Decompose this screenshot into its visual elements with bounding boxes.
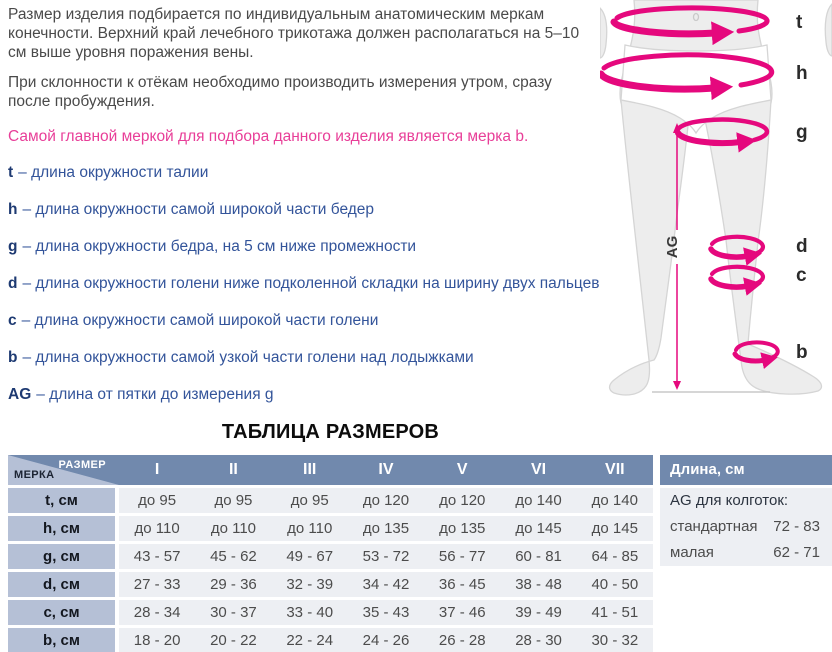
size-cell: 32 - 39 bbox=[286, 576, 334, 593]
size-cell: 40 - 50 bbox=[591, 576, 639, 593]
legs-diagram bbox=[600, 0, 832, 412]
definition-item bbox=[8, 348, 608, 367]
size-cell: до 135 bbox=[439, 520, 486, 537]
size-cell: 28 - 34 bbox=[133, 604, 181, 621]
col-header: VI bbox=[530, 461, 547, 478]
definition-term: d bbox=[8, 275, 18, 292]
definition-text: – длина окружности самой широкой части бедер bbox=[22, 201, 375, 218]
size-cell: до 145 bbox=[591, 520, 638, 537]
length-row-value: 62 - 71 bbox=[773, 544, 820, 561]
h-label: h bbox=[796, 63, 808, 84]
definition-term: c bbox=[8, 312, 17, 329]
size-cell: до 110 bbox=[134, 520, 180, 537]
length-row-label: малая bbox=[670, 544, 714, 561]
length-panel-subtitle: AG для колготок: bbox=[670, 492, 789, 509]
size-cell: 29 - 36 bbox=[210, 576, 257, 593]
main-measure-note: Самой главной меркой для подбора данного изделия является мерка b. bbox=[8, 128, 529, 145]
size-cell: 53 - 72 bbox=[362, 548, 410, 565]
size-cell: 18 - 20 bbox=[133, 632, 181, 649]
size-cell: 36 - 45 bbox=[438, 576, 486, 593]
table-row bbox=[8, 572, 653, 597]
intro-text-block bbox=[8, 5, 608, 422]
legs-measurement-figure bbox=[600, 0, 832, 412]
measure-letter-labels bbox=[796, 12, 808, 363]
size-cell: до 110 bbox=[287, 520, 333, 537]
row-data bbox=[119, 600, 653, 625]
definition-text: – длина окружности талии bbox=[18, 164, 209, 181]
size-cell: 56 - 77 bbox=[438, 548, 486, 565]
ag-label: AG bbox=[664, 235, 681, 259]
size-cell: 30 - 32 bbox=[591, 632, 639, 649]
corner-measure-label: МЕРКА bbox=[14, 469, 55, 481]
definition-term: AG bbox=[8, 386, 32, 403]
size-cell: до 145 bbox=[515, 520, 562, 537]
size-cell: 43 - 57 bbox=[133, 548, 181, 565]
length-panel-title: Длина, см bbox=[660, 455, 832, 485]
table-row bbox=[8, 516, 653, 541]
size-cell: 24 - 26 bbox=[362, 632, 410, 649]
t-label: t bbox=[796, 12, 803, 33]
size-cell: 33 - 40 bbox=[286, 604, 334, 621]
intro-paragraph-2: При склонности к отёкам необходимо производить измерения утром, сразу после пробуждения. bbox=[8, 74, 552, 110]
size-cell: до 120 bbox=[439, 492, 486, 509]
length-row bbox=[670, 514, 820, 540]
size-cell: 30 - 37 bbox=[210, 604, 257, 621]
definition-item bbox=[8, 274, 608, 293]
size-cell: до 95 bbox=[138, 492, 177, 509]
size-cell: до 110 bbox=[210, 520, 257, 537]
size-cell: 27 - 33 bbox=[133, 576, 181, 593]
left-arm-shape bbox=[600, 8, 607, 58]
size-table-header bbox=[8, 455, 653, 485]
d-label: d bbox=[796, 236, 808, 257]
definition-item bbox=[8, 237, 608, 256]
definition-item bbox=[8, 385, 608, 404]
row-label: t, см bbox=[8, 488, 115, 513]
corner-size-label: РАЗМЕР bbox=[58, 459, 106, 471]
col-header: I bbox=[154, 461, 160, 478]
definition-text: – длина окружности бедра, на 5 см ниже промежности bbox=[22, 238, 417, 255]
col-header: V bbox=[456, 461, 468, 478]
c-label: c bbox=[796, 265, 807, 286]
definition-term: t bbox=[8, 164, 14, 181]
col-header: IV bbox=[378, 461, 394, 478]
size-table-title: ТАБЛИЦА РАЗМЕРОВ bbox=[221, 421, 440, 443]
g-label: g bbox=[796, 122, 808, 143]
size-table bbox=[8, 455, 653, 652]
definition-text: – длина окружности самой узкой части голени над лодыжками bbox=[22, 349, 474, 366]
row-label: g, см bbox=[8, 544, 115, 569]
size-cell: 60 - 81 bbox=[515, 548, 562, 565]
col-header: III bbox=[303, 461, 317, 478]
definition-item bbox=[8, 200, 608, 219]
definition-text: – длина окружности самой широкой части голени bbox=[21, 312, 379, 329]
row-data bbox=[119, 516, 653, 541]
size-cell: 26 - 28 bbox=[438, 632, 486, 649]
intro-paragraph-1: Размер изделия подбирается по индивидуальным анатомическим меркам конечности. Верхний край лечебного трикотажа должен располагаться на 5–10 см выше уровня поражения вены. bbox=[8, 6, 580, 61]
definition-term: g bbox=[8, 238, 18, 255]
definition-text: – длина от пятки до измерения g bbox=[36, 386, 274, 403]
size-cell: до 140 bbox=[591, 492, 638, 509]
table-row bbox=[8, 488, 653, 513]
definition-item bbox=[8, 163, 608, 182]
row-data bbox=[119, 572, 653, 597]
definition-term: b bbox=[8, 349, 18, 366]
size-cell: до 135 bbox=[362, 520, 410, 537]
col-header: II bbox=[228, 461, 238, 478]
size-cell: 35 - 43 bbox=[362, 604, 410, 621]
row-data bbox=[119, 488, 653, 513]
table-row bbox=[8, 600, 653, 625]
right-arm-shape bbox=[825, 4, 832, 56]
size-cell: 22 - 24 bbox=[286, 632, 334, 649]
row-label: c, см bbox=[8, 600, 115, 625]
length-panel bbox=[660, 455, 832, 566]
b-label: b bbox=[796, 342, 808, 363]
size-cell: 45 - 62 bbox=[210, 548, 257, 565]
corner-cell bbox=[8, 455, 119, 485]
size-cell: 64 - 85 bbox=[591, 548, 639, 565]
col-header: VII bbox=[605, 461, 625, 478]
size-cell: 20 - 22 bbox=[210, 632, 257, 649]
row-data bbox=[119, 544, 653, 569]
row-data bbox=[119, 628, 653, 652]
definition-item bbox=[8, 311, 608, 330]
size-cell: 28 - 30 bbox=[515, 632, 562, 649]
size-cell: 38 - 48 bbox=[515, 576, 562, 593]
row-label: d, см bbox=[8, 572, 115, 597]
length-row-value: 72 - 83 bbox=[773, 518, 820, 535]
row-label: h, см bbox=[8, 516, 115, 541]
table-row bbox=[8, 628, 653, 652]
row-label: b, см bbox=[8, 628, 115, 652]
size-cell: 39 - 49 bbox=[515, 604, 562, 621]
size-cell: до 140 bbox=[515, 492, 562, 509]
definition-text: – длина окружности голени ниже подколенной складки на ширину двух пальцев bbox=[22, 275, 600, 292]
length-panel-body bbox=[660, 488, 832, 566]
table-row bbox=[8, 544, 653, 569]
size-cell: 37 - 46 bbox=[438, 604, 486, 621]
size-cell: 41 - 51 bbox=[591, 604, 639, 621]
size-cell: 34 - 42 bbox=[362, 576, 410, 593]
size-cell: до 95 bbox=[290, 492, 329, 509]
size-cell: 49 - 67 bbox=[286, 548, 334, 565]
definition-term: h bbox=[8, 201, 18, 218]
size-cell: до 95 bbox=[214, 492, 253, 509]
length-row-label: стандартная bbox=[670, 518, 758, 535]
length-row bbox=[670, 540, 820, 566]
size-cell: до 120 bbox=[362, 492, 410, 509]
